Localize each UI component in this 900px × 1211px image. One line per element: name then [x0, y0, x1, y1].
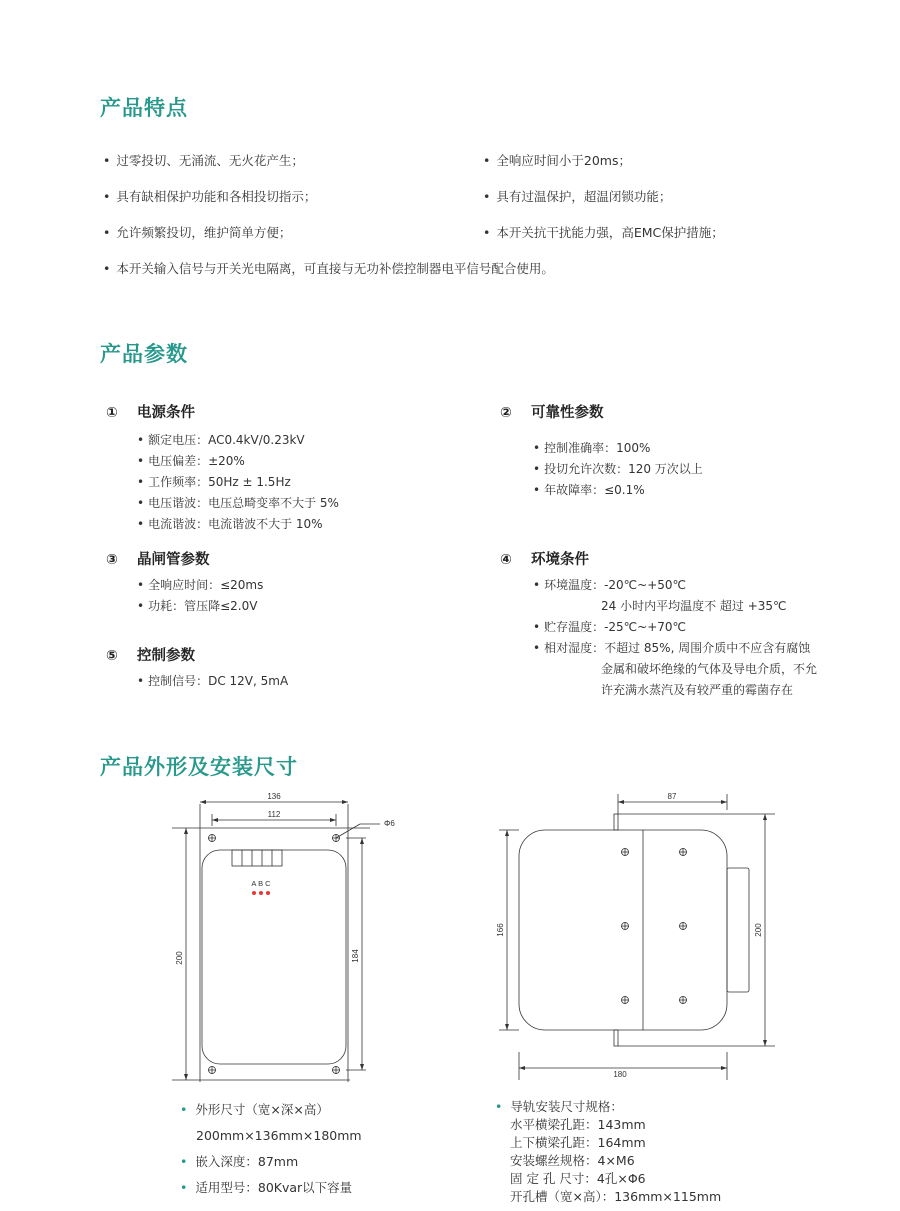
indicator-led-b: [259, 891, 263, 895]
param-line: • 电流谐波：电流谐波不大于 10%: [137, 517, 323, 531]
dim-label: Φ6: [384, 819, 395, 828]
dim-label: 200: [175, 951, 184, 965]
param-line: • 贮存温度：-25℃~+70℃: [533, 620, 687, 634]
dims-notes-left: [180, 1097, 362, 1201]
dim-label: 112: [267, 810, 281, 819]
section-number: ④: [500, 552, 512, 568]
param-list: [137, 575, 263, 617]
param-section-environment: [500, 548, 589, 569]
side-view-drawing: [495, 790, 785, 1090]
section-number: ②: [500, 405, 512, 421]
feature-item: • 全响应时间小于20ms；: [483, 153, 631, 168]
param-section-thyristor: [106, 548, 209, 569]
section-title: 控制参数: [136, 648, 195, 664]
param-section-reliability: [500, 401, 603, 422]
param-list: [137, 430, 339, 535]
feature-item: • 本开关输入信号与开关光电隔离，可直接与无功补偿控制器电平信号配合使用。: [103, 261, 554, 276]
param-line: 金属和破坏绝缘的气体及导电介质，不允: [601, 662, 818, 676]
section-title: 环境条件: [530, 552, 589, 568]
section-number: ⑤: [106, 648, 118, 664]
note-line: 上下横梁孔距：164mm: [510, 1135, 646, 1150]
dim-label: 180: [613, 1070, 627, 1079]
indicator-led-c: [266, 891, 270, 895]
param-line: • 年故障率：≤0.1%: [533, 483, 645, 497]
dim-label: 184: [351, 949, 360, 963]
section-title: 电源条件: [136, 405, 195, 421]
dims-notes-right: [495, 1098, 721, 1206]
dim-label: 136: [267, 792, 281, 801]
note-line: • 外形尺寸（宽×深×高）: [180, 1102, 329, 1117]
feature-item: • 过零投切、无涌流、无火花产生；: [103, 153, 304, 168]
note-line: 安装螺丝规格：4×M6: [510, 1153, 635, 1168]
param-list: [533, 438, 703, 501]
param-line: • 全响应时间：≤20ms: [137, 578, 264, 592]
indicator-led-a: [252, 891, 256, 895]
param-line: • 电压偏差：±20%: [137, 454, 245, 468]
dims-title: 产品外形及安装尺寸: [100, 755, 298, 779]
param-section-power: [106, 401, 195, 422]
note-line: 水平横梁孔距：143mm: [510, 1117, 646, 1132]
note-line: 200mm×136mm×180mm: [196, 1128, 362, 1143]
phase-labels: A B C: [251, 879, 271, 888]
feature-item: • 具有过温保护，超温闭锁功能；: [483, 189, 672, 204]
note-line: 固 定 孔 尺寸：4孔×Φ6: [510, 1171, 646, 1186]
section-number: ③: [106, 552, 118, 568]
param-list: [137, 671, 288, 692]
param-line: • 投切允许次数：120 万次以上: [533, 462, 703, 476]
feature-item: • 具有缺相保护功能和各相投切指示；: [103, 189, 317, 204]
features-title: 产品特点: [100, 96, 188, 120]
dim-label: 166: [496, 923, 505, 937]
param-line: • 功耗：管压降≤2.0V: [137, 599, 258, 613]
note-line: • 导轨安装尺寸规格：: [495, 1099, 623, 1114]
param-line: • 控制准确率：100%: [533, 441, 651, 455]
note-line: 开孔槽（宽×高）：136mm×115mm: [510, 1189, 722, 1204]
param-line: 许充满水蒸汽及有较严重的霉菌存在: [601, 683, 794, 697]
note-line: • 嵌入深度：87mm: [180, 1154, 299, 1169]
param-line: 24 小时内平均温度不 超过 +35℃: [601, 599, 787, 613]
param-line: • 环境温度：-20℃~+50℃: [533, 578, 687, 592]
front-view-drawing: [160, 790, 410, 1090]
section-number: ①: [106, 405, 118, 421]
param-line: • 额定电压：AC0.4kV/0.23kV: [137, 433, 305, 447]
dim-label: 87: [667, 792, 677, 801]
param-line: • 控制信号：DC 12V, 5mA: [137, 674, 289, 688]
param-line: • 工作频率：50Hz ± 1.5Hz: [137, 475, 291, 489]
note-line: • 适用型号：80Kvar以下容量: [180, 1180, 353, 1195]
param-section-control: [106, 644, 195, 665]
param-line: • 相对湿度：不超过 85%, 周围介质中不应含有腐蚀: [533, 641, 811, 655]
params-title: 产品参数: [100, 342, 188, 366]
feature-item: • 本开关抗干扰能力强，高EMC保护措施；: [483, 225, 724, 240]
section-title: 晶闸管参数: [136, 552, 210, 568]
param-line: • 电压谐波：电压总畸变率不大于 5%: [137, 496, 339, 510]
section-title: 可靠性参数: [530, 405, 604, 421]
feature-item: • 允许频繁投切，维护简单方便；: [103, 225, 292, 240]
dim-label: 200: [754, 923, 763, 937]
param-list: [533, 575, 817, 701]
